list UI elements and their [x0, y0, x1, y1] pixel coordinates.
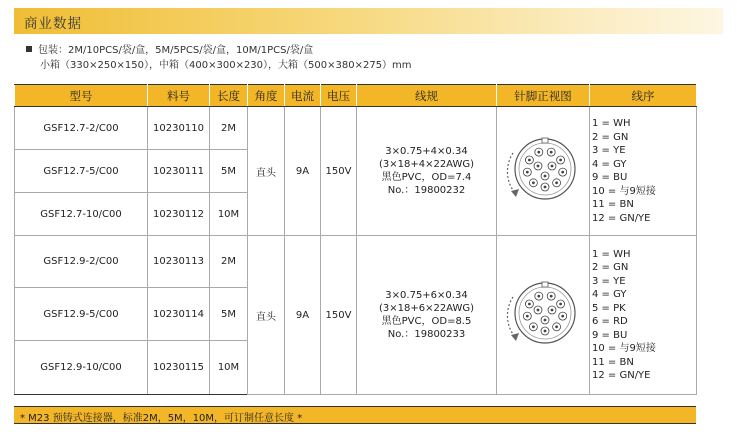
model-cell: GSF12.9-2/C00 [15, 236, 148, 288]
length-cell: 5M [210, 288, 248, 341]
wire-order-item: 3 = YE [592, 275, 626, 287]
wire-number-line: No.：19800232 [387, 185, 466, 196]
column-header-model: 型号 [15, 85, 148, 107]
section-header-bar [14, 8, 723, 34]
column-header-pin-view: 针脚正视图 [497, 85, 590, 107]
model-cell: GSF12.7-2/C00 [15, 107, 148, 150]
wire-jacket-line: 黑色PVC，OD=8.5 [381, 316, 472, 327]
model-cell: GSF12.7-10/C00 [15, 193, 148, 236]
column-header-length: 长度 [210, 85, 248, 107]
length-cell: 10M [210, 193, 248, 236]
wire-order-cell [590, 236, 697, 395]
wire-order-item: 10 = 与9短接 [592, 185, 656, 197]
wire-order-item: 2 = GN [592, 131, 629, 143]
wire-order-item: 1 = WH [592, 248, 631, 260]
connector-pinout-icon [499, 131, 587, 211]
connector-pin [535, 292, 543, 300]
wire-spec-line: 3×0.75+6×0.34 [385, 290, 468, 301]
wire-awg-line: (3×18+4×22AWG) [378, 159, 475, 170]
table-header-row [15, 85, 697, 107]
model-cell: GSF12.9-10/C00 [15, 341, 148, 395]
code-cell: 10230114 [148, 288, 210, 341]
connector-pin [541, 316, 549, 324]
footnote-bar [14, 406, 696, 424]
voltage-cell: 150V [321, 107, 357, 236]
column-header-voltage: 电压 [321, 85, 357, 107]
column-header-wire-order: 线序 [590, 85, 697, 107]
code-cell: 10230113 [148, 236, 210, 288]
wire-order-item: 4 = GY [592, 289, 627, 300]
connector-pin [547, 292, 555, 300]
connector-pin [557, 300, 565, 308]
connector-pin [548, 306, 556, 314]
connector-pin [541, 183, 549, 191]
length-cell: 2M [210, 107, 248, 150]
connector-pin [529, 179, 537, 187]
connector-pinout-icon [499, 275, 587, 355]
current-cell: 9A [285, 236, 321, 395]
wire-order-item: 10 = 与9短接 [592, 343, 656, 354]
wire-order-item: 1 = WH [592, 118, 631, 129]
angle-cell: 直头 [248, 236, 285, 395]
footnote-text: * M23 预铸式连接器，标准2M，5M，10M，可订制任意长度 * [20, 413, 303, 424]
packaging-line-2: 小箱（330×250×150），中箱（400×300×230），大箱（500×380×275）mm [40, 60, 412, 71]
connector-pin [523, 312, 531, 320]
connector-pin [541, 172, 549, 180]
model-cell: GSF12.9-5/C00 [15, 288, 148, 341]
wire-order-item: 2 = GN [592, 262, 629, 273]
length-cell: 2M [210, 236, 248, 288]
connector-pin [525, 300, 533, 308]
connector-pin [529, 323, 537, 331]
code-cell: 10230110 [148, 107, 210, 150]
connector-pin [523, 168, 531, 176]
connector-pin [559, 168, 567, 176]
wire-number-line: No.：19800233 [387, 329, 466, 340]
connector-pin [547, 148, 555, 156]
wire-gauge-cell [357, 107, 497, 236]
connector-pin [553, 179, 561, 187]
section-title: 商业数据 [24, 16, 82, 32]
wire-order-item: 4 = GY [592, 158, 627, 170]
packaging-line-1: 包装：2M/10PCS/袋/盒，5M/5PCS/袋/盒，10M/1PCS/袋/盒 [38, 45, 314, 56]
wire-order-item: 5 = PK [592, 302, 626, 314]
connector-pin [559, 312, 567, 320]
table-row [15, 236, 697, 288]
length-cell: 10M [210, 341, 248, 395]
connector-pin [557, 156, 565, 164]
column-header-angle: 角度 [248, 85, 285, 107]
connector-pin [534, 306, 542, 314]
wire-order-item: 12 = GN/YE [592, 370, 651, 381]
wire-order-item: 3 = YE [592, 145, 626, 156]
connector-pin [548, 162, 556, 170]
wire-order-item: 9 = BU [592, 172, 628, 183]
wire-spec-line: 3×0.75+4×0.34 [385, 146, 468, 157]
packaging-info [26, 43, 412, 73]
code-cell: 10230115 [148, 341, 210, 395]
product-spec-table [14, 84, 697, 395]
column-header-current: 电流 [285, 85, 321, 107]
connector-pin [534, 162, 542, 170]
pin-view-cell [497, 236, 590, 395]
pin-view-cell [497, 107, 590, 236]
connector-pin [553, 323, 561, 331]
table-row [15, 107, 697, 150]
connector-pin [525, 156, 533, 164]
angle-cell: 直头 [248, 107, 285, 236]
wire-order-item: 9 = BU [592, 329, 628, 341]
connector-pin [541, 327, 549, 335]
wire-order-cell [590, 107, 697, 236]
wire-order-item: 11 = BN [592, 199, 634, 210]
column-header-wire-gauge: 线规 [357, 85, 497, 107]
code-cell: 10230112 [148, 193, 210, 236]
length-cell: 5M [210, 150, 248, 193]
column-header-code: 料号 [148, 85, 210, 107]
wire-gauge-cell [357, 236, 497, 395]
wire-jacket-line: 黑色PVC，OD=7.4 [381, 172, 472, 183]
wire-order-item: 11 = BN [592, 356, 634, 368]
wire-order-item: 6 = RD [592, 316, 628, 327]
wire-order-item: 12 = GN/YE [592, 212, 651, 224]
voltage-cell: 150V [321, 236, 357, 395]
connector-pin [535, 148, 543, 156]
code-cell: 10230111 [148, 150, 210, 193]
wire-awg-line: (3×18+6×22AWG) [378, 303, 475, 314]
current-cell: 9A [285, 107, 321, 236]
square-bullet-icon [26, 46, 32, 52]
model-cell: GSF12.7-5/C00 [15, 150, 148, 193]
